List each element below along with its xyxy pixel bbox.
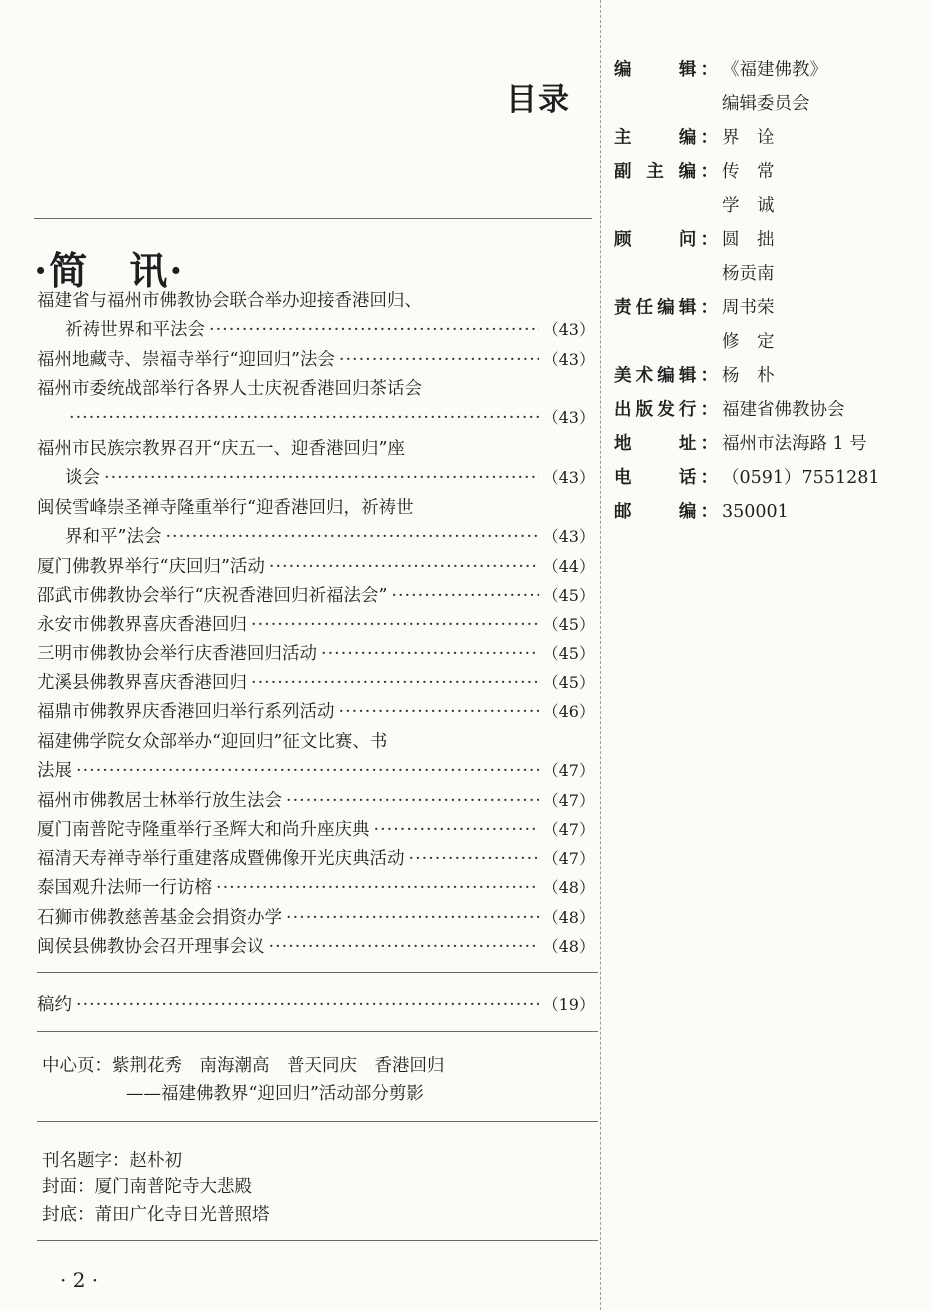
toc-entry-page: （47） bbox=[542, 761, 595, 780]
leader-dots bbox=[76, 760, 539, 782]
masthead-value: 杨贡南 bbox=[722, 264, 775, 284]
toc-entry[interactable] bbox=[37, 614, 595, 636]
leader-dots bbox=[409, 848, 539, 870]
masthead-label: 责任编辑： bbox=[614, 298, 718, 318]
toc-entry[interactable] bbox=[37, 585, 595, 607]
masthead-value: 圆 拙 bbox=[722, 230, 775, 250]
masthead-row bbox=[614, 430, 867, 455]
toc-entry-page: （45） bbox=[542, 615, 595, 634]
toc-entry[interactable] bbox=[37, 936, 595, 958]
leader-dots bbox=[269, 556, 539, 578]
masthead-value: 界 诠 bbox=[722, 128, 775, 148]
toc-entry-page: （43） bbox=[542, 408, 595, 427]
masthead-label: 编 辑： bbox=[614, 60, 718, 80]
toc-entry-title: 邵武市佛教协会举行“庆祝香港回归祈福法会” bbox=[37, 586, 388, 606]
leader-dots bbox=[269, 936, 539, 958]
masthead-row bbox=[614, 328, 775, 353]
toc-entry-title: 稿约 bbox=[37, 995, 72, 1015]
toc-entry[interactable] bbox=[37, 790, 595, 812]
toc-entry[interactable] bbox=[37, 290, 595, 341]
masthead-label: 美术编辑： bbox=[614, 366, 718, 386]
toc-entry-title: 福建佛学院女众部举办“迎回归”征文比赛、书 bbox=[37, 732, 388, 752]
toc-entry-title: 闽侯县佛教协会召开理事会议 bbox=[37, 937, 265, 957]
masthead-label: 出版发行： bbox=[614, 400, 718, 420]
toc-entry-page: （43） bbox=[542, 320, 595, 339]
toc-entry-title: 福州市民族宗教界召开“庆五一、迎香港回归”座 bbox=[37, 439, 405, 459]
masthead-row bbox=[614, 396, 845, 421]
masthead-row bbox=[614, 498, 789, 523]
masthead-label: 副 主 编： bbox=[614, 162, 718, 182]
leader-dots bbox=[251, 672, 539, 694]
toc-entry[interactable] bbox=[37, 643, 595, 665]
masthead-label: 电 话： bbox=[614, 468, 718, 488]
masthead-row bbox=[614, 56, 827, 81]
toc-entry[interactable] bbox=[37, 497, 595, 548]
toc-entry-title: 福建省与福州市佛教协会联合举办迎接香港回归、 bbox=[37, 291, 422, 311]
toc-entry[interactable] bbox=[37, 907, 595, 929]
leader-dots bbox=[209, 319, 539, 341]
credit-cover: 封面：厦门南普陀寺大悲殿 bbox=[42, 1177, 252, 1197]
masthead-label: 邮 编： bbox=[614, 502, 718, 522]
masthead-value: 周书荣 bbox=[722, 298, 775, 318]
toc-entry-page: （43） bbox=[542, 527, 595, 546]
toc-entry-gaoyue[interactable] bbox=[37, 994, 595, 1016]
toc-entry-title: 祈祷世界和平法会 bbox=[65, 320, 205, 340]
section-title: ·简 讯· bbox=[34, 248, 185, 293]
toc-entry-title: 闽侯雪峰崇圣禅寺隆重举行“迎香港回归，祈祷世 bbox=[37, 498, 414, 518]
toc-entry-page: （47） bbox=[542, 820, 595, 839]
masthead-row bbox=[614, 158, 775, 183]
masthead-value: 传 常 bbox=[722, 162, 775, 182]
masthead-label: 主 编： bbox=[614, 128, 718, 148]
toc-entry-title: 福州市佛教居士林举行放生法会 bbox=[37, 791, 282, 811]
masthead-row bbox=[614, 226, 775, 251]
toc-entry-page: （43） bbox=[542, 468, 595, 487]
center-page-line2: ——福建佛教界“迎回归”活动部分剪影 bbox=[126, 1084, 424, 1104]
toc-entry-page: （47） bbox=[542, 849, 595, 868]
masthead-value: 修 定 bbox=[722, 332, 775, 352]
toc-entry-page: （45） bbox=[542, 586, 595, 605]
toc-entry[interactable] bbox=[37, 556, 595, 578]
leader-dots bbox=[165, 526, 538, 548]
toc-entry[interactable] bbox=[37, 349, 595, 371]
leader-dots bbox=[69, 407, 539, 429]
masthead-row bbox=[614, 294, 775, 319]
toc-entry-page: （47） bbox=[542, 791, 595, 810]
masthead-row bbox=[614, 464, 879, 489]
credit-back-cover: 封底：莆田广化寺日光普照塔 bbox=[42, 1205, 270, 1225]
credit-title-calligraphy: 刊名题字：赵朴初 bbox=[42, 1151, 182, 1171]
toc-divider bbox=[37, 972, 598, 973]
masthead-label: 顾 问： bbox=[614, 230, 718, 250]
gaoyue-divider bbox=[37, 1031, 598, 1032]
toc-entry-title: 福清天寿禅寺举行重建落成暨佛像开光庆典活动 bbox=[37, 849, 405, 869]
toc-entry[interactable] bbox=[37, 819, 595, 841]
leader-dots bbox=[216, 877, 539, 899]
masthead-value: 350001 bbox=[722, 502, 789, 522]
leader-dots bbox=[286, 907, 539, 929]
toc-entry-page: （48） bbox=[542, 908, 595, 927]
toc-entry[interactable] bbox=[37, 731, 595, 782]
toc-entry-page: （43） bbox=[542, 350, 595, 369]
masthead-value: 学 诚 bbox=[722, 196, 775, 216]
column-divider bbox=[600, 0, 601, 1310]
toc-entry-title: 泰国观升法师一行访榕 bbox=[37, 878, 212, 898]
toc-entry-title: 福州地藏寺、崇福寺举行“迎回归”法会 bbox=[37, 350, 335, 370]
toc-entry[interactable] bbox=[37, 438, 595, 489]
masthead-value: 《福建佛教》 bbox=[722, 60, 827, 80]
toc-entry[interactable] bbox=[37, 877, 595, 899]
center-page-divider bbox=[37, 1121, 598, 1122]
page-number: · 2 · bbox=[60, 1268, 99, 1292]
toc-entry-title: 谈会 bbox=[65, 468, 100, 488]
leader-dots bbox=[286, 790, 539, 812]
center-page-line1: 中心页：紫荆花秀 南海潮高 普天同庆 香港回归 bbox=[42, 1056, 445, 1076]
masthead-row bbox=[614, 260, 775, 285]
leader-dots bbox=[339, 349, 539, 371]
leader-dots bbox=[391, 585, 538, 607]
toc-entry[interactable] bbox=[37, 378, 595, 429]
toc-entry-title: 厦门南普陀寺隆重举行圣辉大和尚升座庆典 bbox=[37, 820, 370, 840]
toc-entry-title: 福鼎市佛教界庆香港回归举行系列活动 bbox=[37, 702, 335, 722]
toc-entry[interactable] bbox=[37, 848, 595, 870]
masthead-value: 福州市法海路 1 号 bbox=[722, 434, 867, 454]
toc-entry-page: （46） bbox=[542, 702, 595, 721]
toc-entry-title: 厦门佛教界举行“庆回归”活动 bbox=[37, 557, 265, 577]
leader-dots bbox=[374, 819, 539, 841]
toc-entry-page: （48） bbox=[542, 937, 595, 956]
leader-dots bbox=[251, 614, 539, 636]
leader-dots bbox=[321, 643, 539, 665]
masthead-row bbox=[614, 192, 775, 217]
toc-entry-title: 福州市委统战部举行各界人士庆祝香港回归茶话会 bbox=[37, 379, 422, 399]
leader-dots bbox=[104, 467, 539, 489]
toc-entry-page: （19） bbox=[542, 995, 595, 1014]
header-divider bbox=[34, 218, 592, 219]
leader-dots bbox=[339, 701, 539, 723]
masthead-label: 地 址： bbox=[614, 434, 718, 454]
masthead-value: 编辑委员会 bbox=[722, 94, 810, 114]
toc-entry-title: 三明市佛教协会举行庆香港回归活动 bbox=[37, 644, 317, 664]
footer-divider bbox=[37, 1240, 598, 1241]
toc-entry[interactable] bbox=[37, 672, 595, 694]
toc-entry-page: （44） bbox=[542, 557, 595, 576]
toc-entry-title: 法展 bbox=[37, 761, 72, 781]
masthead-value: 福建省佛教协会 bbox=[722, 400, 845, 420]
masthead-row bbox=[614, 362, 775, 387]
toc-entry-page: （45） bbox=[542, 673, 595, 692]
masthead-row bbox=[614, 90, 810, 115]
toc-entry-page: （45） bbox=[542, 644, 595, 663]
masthead-value: 杨 朴 bbox=[722, 366, 775, 386]
toc-entry-title: 石狮市佛教慈善基金会捐资办学 bbox=[37, 908, 282, 928]
toc-entry-title: 永安市佛教界喜庆香港回归 bbox=[37, 615, 247, 635]
page-title: 目录 bbox=[506, 82, 570, 118]
toc-entry-page: （48） bbox=[542, 878, 595, 897]
toc-entry[interactable] bbox=[37, 701, 595, 723]
masthead-value: （0591）7551281 bbox=[722, 468, 880, 488]
leader-dots bbox=[76, 994, 539, 1016]
toc-entry-title: 尤溪县佛教界喜庆香港回归 bbox=[37, 673, 247, 693]
toc-entry-title: 界和平”法会 bbox=[65, 527, 162, 547]
masthead-row bbox=[614, 124, 775, 149]
